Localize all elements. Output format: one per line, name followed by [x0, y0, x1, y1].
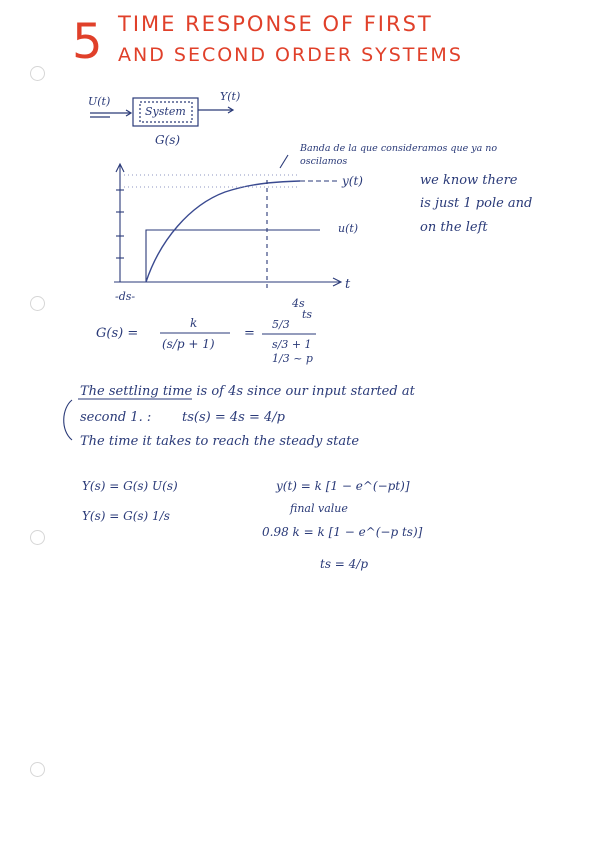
note-line1: we know there	[420, 173, 518, 188]
equation-098k: 0.98 k = k [1 − e^(−p ts)]	[262, 525, 423, 539]
note-line3: on the left	[420, 220, 488, 235]
page-title-line2: AND SECOND ORDER SYSTEMS	[118, 44, 463, 66]
final-value-label: final value	[290, 502, 348, 515]
band-annotation: Banda de la que consideramos que ya no oscilamos	[300, 143, 498, 167]
settling-line2-label: second 1. :	[80, 410, 152, 425]
output-label: Y(t)	[220, 90, 241, 103]
equation-ys-gs-us: Y(s) = G(s) U(s)	[82, 479, 178, 493]
settling-label-bottom: ts	[302, 308, 313, 321]
equation-yt: y(t) = k [1 − e^(−pt)]	[276, 479, 410, 493]
settling-label-top: 4s	[292, 297, 305, 310]
note-line2: is just 1 pole and	[420, 196, 533, 211]
response-graph	[114, 155, 341, 290]
bracket	[64, 400, 72, 440]
tf-denominator: (s/p + 1)	[162, 337, 215, 351]
tf-lhs: G(s) =	[96, 326, 139, 341]
equation-ts: ts = 4/p	[320, 557, 369, 571]
block-label: System	[145, 105, 186, 118]
page-title-line1: TIME RESPONSE OF FIRST	[118, 12, 433, 36]
tf-rhs-note: 1/3 ~ p	[272, 352, 313, 365]
origin-label: -ds-	[115, 290, 136, 303]
fraction-bars	[160, 333, 316, 334]
settling-line2-eq: ts(s) = 4s = 4/p	[182, 410, 285, 425]
tf-rhs-numerator: 5/3	[272, 318, 290, 331]
time-axis-label: t	[345, 277, 351, 292]
graph-input-label: u(t)	[338, 222, 359, 235]
settling-line1: The settling time is of 4s since our input started at	[80, 384, 415, 399]
tf-equals: =	[244, 326, 255, 341]
settling-line3: The time it takes to reach the steady state	[80, 434, 360, 449]
equation-ys-gs-1-over-s: Y(s) = G(s) 1/s	[82, 509, 170, 523]
graph-output-label: y(t)	[342, 174, 363, 188]
tf-numerator: k	[190, 316, 198, 330]
tf-rhs-denominator: s/3 + 1	[272, 338, 312, 351]
chapter-number: 5	[72, 14, 103, 70]
input-label: U(t)	[88, 95, 111, 108]
transfer-label: G(s)	[155, 133, 181, 147]
